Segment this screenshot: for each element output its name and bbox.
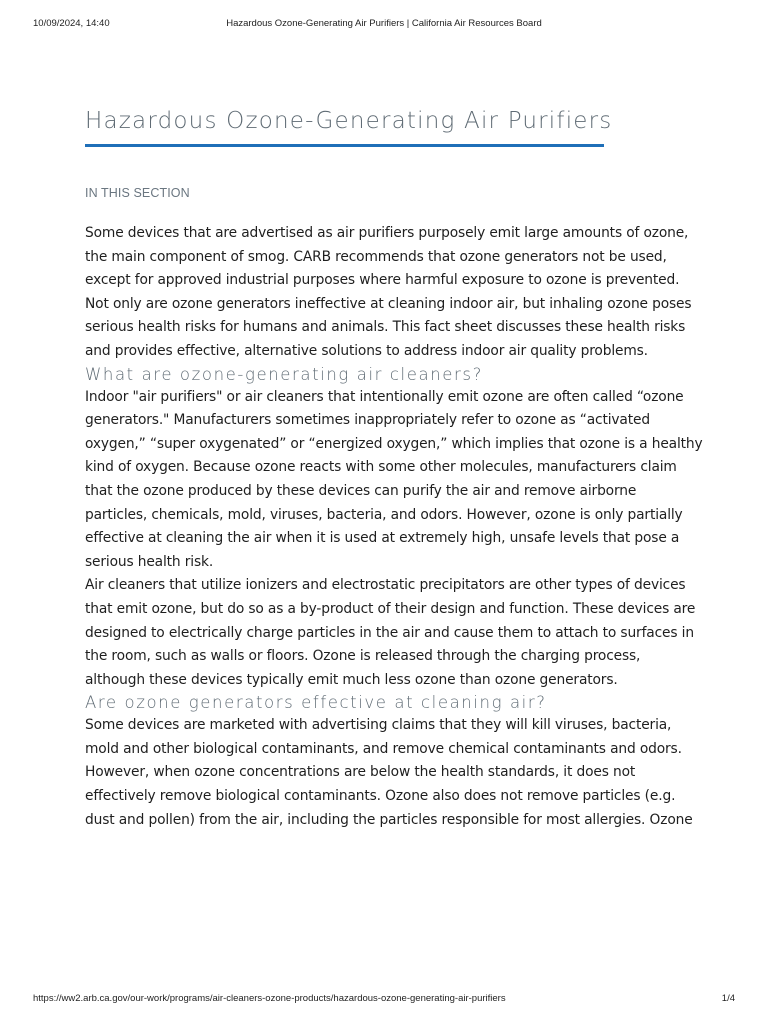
section-heading-ozone-effectiveness: Are ozone generators effective at cleaning air? (85, 693, 547, 713)
section-2-paragraph-1 (85, 714, 693, 832)
text-line: generators." Manufacturers sometimes inappropriately refer to ozone as “activated (85, 412, 650, 429)
text-line: effectively remove biological contaminants. Ozone also does not remove particles (e.g. (85, 788, 676, 805)
text-line: that the ozone produced by these devices can purify the air and remove airborne (85, 482, 637, 499)
text-line: designed to electrically charge particles in the air and cause them to attach to surfaces in (85, 624, 694, 641)
print-footer (33, 993, 735, 1007)
text-line: Some devices that are advertised as air purifiers purposely emit large amounts of ozone, (85, 225, 689, 241)
print-header (33, 18, 735, 32)
text-line: Air cleaners that utilize ionizers and electrostatic precipitators are other types of devices (85, 577, 686, 594)
text-line: Not only are ozone generators ineffective at cleaning indoor air, but inhaling ozone poses (85, 295, 692, 312)
text-line: Some devices are marketed with advertising claims that they will kill viruses, bacteria, (85, 717, 672, 734)
print-page-number: 1/4 (721, 993, 735, 1004)
print-page-url: https://ww2.arb.ca.gov/our-work/programs/air-cleaners-ozone-products/hazardous-ozone-generating-air-purifiers (33, 993, 506, 1004)
section-1-paragraph-1 (85, 386, 703, 575)
text-line: Indoor "air purifiers" or air cleaners that intentionally emit ozone are often called “ozone (85, 388, 684, 405)
in-this-section-label[interactable]: IN THIS SECTION (85, 186, 190, 200)
text-line: serious health risks for humans and animals. This fact sheet discusses these health risks (85, 319, 686, 336)
text-line: dust and pollen) from the air, including the particles responsible for most allergies. Ozone (85, 811, 693, 828)
text-line: kind of oxygen. Because ozone reacts with some other molecules, manufacturers claim (85, 459, 677, 476)
text-line: and provides effective, alternative solutions to address indoor air quality problems. (85, 342, 648, 359)
text-line: although these devices typically emit much less ozone than ozone generators. (85, 671, 618, 688)
print-datetime: 10/09/2024, 14:40 (33, 18, 110, 29)
page-title: Hazardous Ozone-Generating Air Purifiers (85, 104, 604, 147)
text-line: that emit ozone, but do so as a by-product of their design and function. These devices are (85, 600, 696, 617)
text-line: except for approved industrial purposes where harmful exposure to ozone is prevented. (85, 272, 680, 289)
text-line: the main component of smog. CARB recommends that ozone generators not be used, (85, 248, 667, 265)
text-line: serious health risk. (85, 553, 214, 570)
intro-text (85, 222, 692, 364)
text-line: the room, such as walls or floors. Ozone is released through the charging process, (85, 648, 641, 665)
text-line: However, when ozone concentrations are below the health standards, it does not (85, 764, 636, 781)
section-heading-ozone-generating-cleaners: What are ozone-generating air cleaners? (85, 364, 483, 384)
intro-paragraph (85, 222, 692, 364)
text-line: mold and other biological contaminants, and remove chemical contaminants and odors. (85, 740, 682, 757)
main-content (85, 104, 703, 832)
text-line: particles, chemicals, mold, viruses, bacteria, and odors. However, ozone is only partially (85, 506, 683, 523)
print-document-title: Hazardous Ozone-Generating Air Purifiers | California Air Resources Board (226, 18, 542, 29)
section-1-paragraph-2 (85, 574, 696, 692)
text-line: oxygen,” “super oxygenated” or “energized oxygen,” which implies that ozone is a healthy (85, 435, 703, 452)
text-line: effective at cleaning the air when it is used at extremely high, unsafe levels that pose a (85, 530, 680, 547)
